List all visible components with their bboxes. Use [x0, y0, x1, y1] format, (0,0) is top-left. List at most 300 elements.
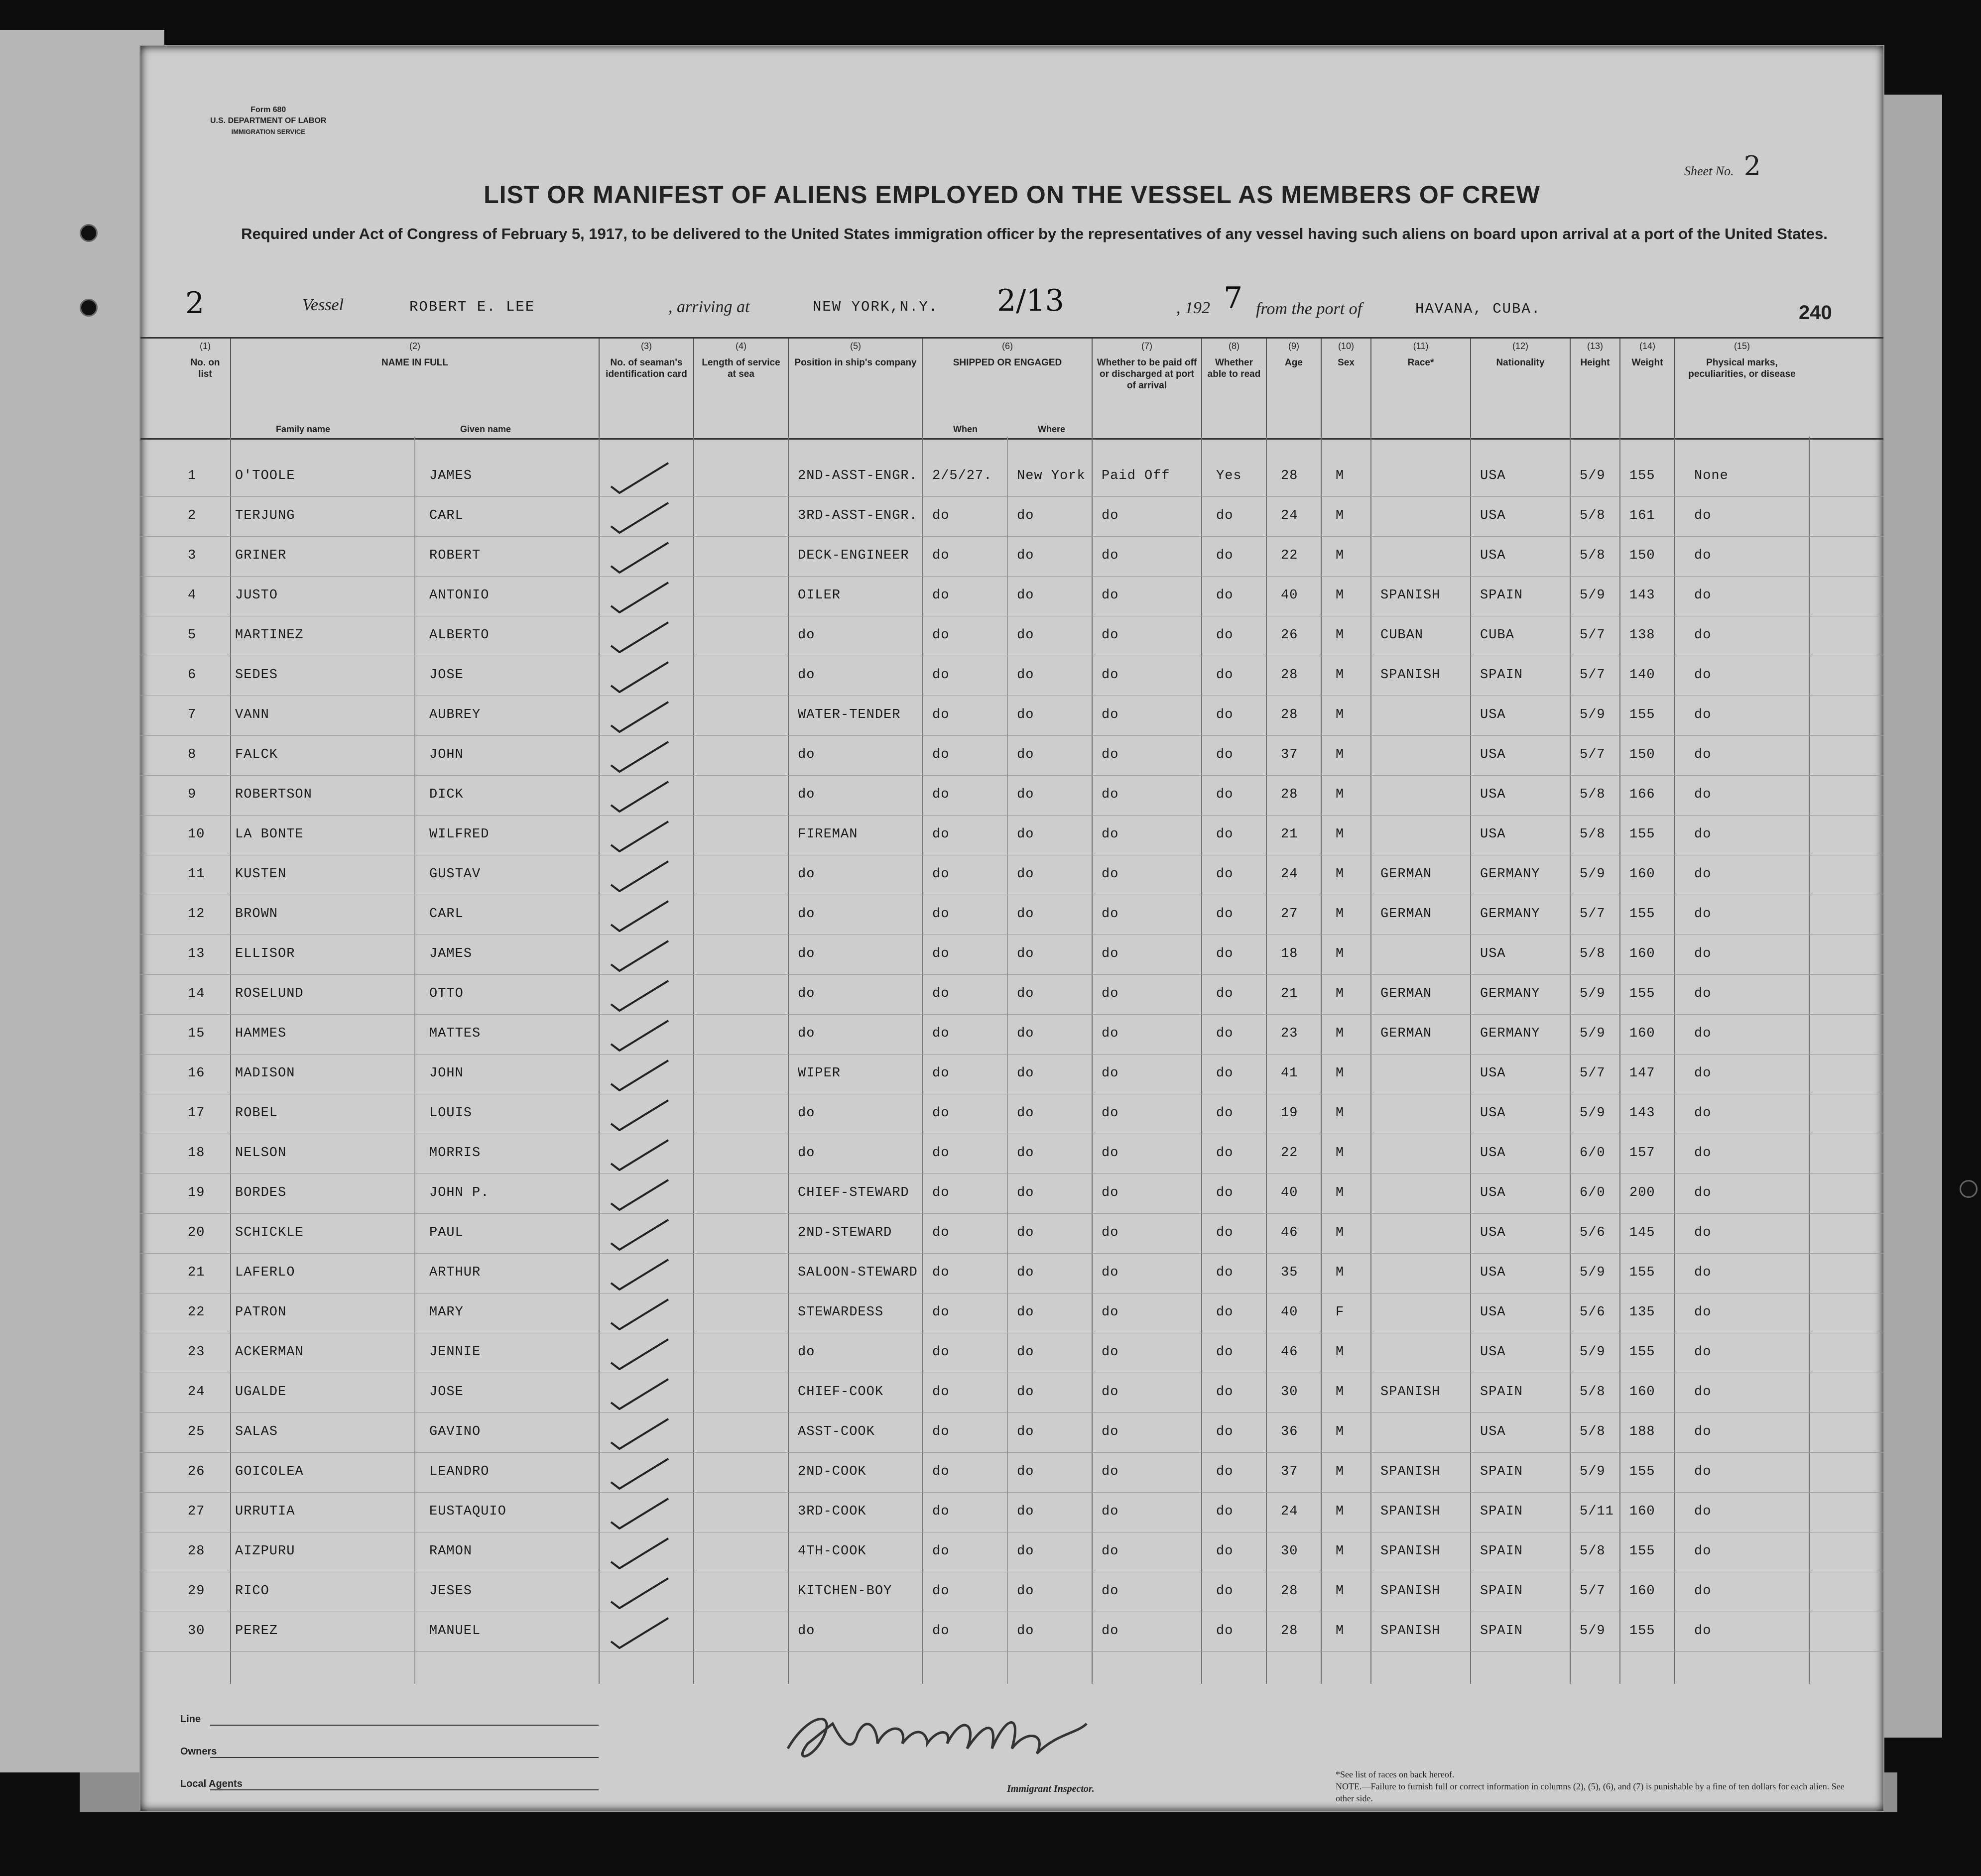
arrival-date-handwritten: 2/13: [997, 283, 1064, 318]
table-row: [140, 1253, 1883, 1293]
cell-weight: 160: [1629, 1026, 1655, 1041]
cell-shipped-where: do: [1017, 1026, 1034, 1041]
cell-paid-off: do: [1102, 1185, 1119, 1200]
cell-family-name: JUSTO: [235, 588, 278, 603]
cell-height: 6/0: [1580, 1146, 1606, 1161]
cell-row-number: 23: [188, 1345, 205, 1360]
table-row: [140, 457, 1883, 497]
manifest-subtitle: Required under Act of Congress of February 5, 1917, to be delivered to the United States immigration officer by the representatives of any vessel having such aliens on board upon arrival at a port of the United States.: [241, 225, 1828, 242]
cell-sex: M: [1336, 1026, 1345, 1041]
header-able-to-read: (8) Whether able to read: [1201, 339, 1266, 438]
cell-family-name: KUSTEN: [235, 867, 287, 882]
cell-sex: M: [1336, 628, 1345, 643]
cell-row-number: 5: [188, 628, 197, 643]
cell-shipped-when: do: [932, 827, 950, 842]
cell-physical-marks: do: [1694, 1464, 1712, 1479]
check-mark-icon: [609, 1495, 683, 1529]
cell-race: SPANISH: [1380, 668, 1441, 683]
cell-given-name: JENNIE: [429, 1345, 481, 1360]
cell-given-name: DICK: [429, 787, 464, 802]
cell-able-to-read: do: [1216, 1026, 1234, 1041]
cell-shipped-when: do: [932, 1504, 950, 1519]
check-mark-icon: [609, 937, 683, 972]
cell-nationality: GERMANY: [1480, 867, 1540, 882]
cell-weight: 155: [1629, 1265, 1655, 1280]
table-row: [140, 1333, 1883, 1373]
cell-family-name: BORDES: [235, 1185, 287, 1200]
header-length-of-service: (4) Length of service at sea: [693, 339, 788, 438]
cell-row-number: 25: [188, 1424, 205, 1439]
cell-sex: M: [1336, 946, 1345, 961]
check-mark-icon: [609, 1534, 683, 1569]
cell-physical-marks: do: [1694, 1066, 1712, 1081]
cell-sex: M: [1336, 1584, 1345, 1599]
cell-sex: M: [1336, 1385, 1345, 1400]
cell-position: 2ND-ASST-ENGR.: [798, 469, 918, 483]
cell-row-number: 19: [188, 1185, 205, 1200]
cell-weight: 160: [1629, 946, 1655, 961]
cell-able-to-read: do: [1216, 907, 1234, 922]
cell-family-name: RICO: [235, 1584, 269, 1599]
cell-height: 5/8: [1580, 787, 1606, 802]
cell-able-to-read: do: [1216, 1504, 1234, 1519]
cell-row-number: 18: [188, 1146, 205, 1161]
cell-weight: 155: [1629, 1544, 1655, 1559]
cell-weight: 200: [1629, 1185, 1655, 1200]
manifest-footer: [140, 1684, 1883, 1811]
cell-weight: 155: [1629, 907, 1655, 922]
header-no-on-list: (1) No. on list: [190, 341, 220, 379]
cell-height: 5/9: [1580, 1345, 1606, 1360]
check-mark-icon: [609, 897, 683, 932]
table-row: [140, 1134, 1883, 1174]
cell-age: 19: [1281, 1106, 1298, 1121]
cell-physical-marks: do: [1694, 508, 1712, 523]
cell-position: 2ND-COOK: [798, 1464, 867, 1479]
cell-given-name: AUBREY: [429, 707, 481, 722]
cell-nationality: SPAIN: [1480, 1624, 1523, 1639]
cell-row-number: 13: [188, 946, 205, 961]
cell-able-to-read: do: [1216, 1185, 1234, 1200]
cell-shipped-when: do: [932, 907, 950, 922]
check-mark-icon: [609, 1614, 683, 1649]
cell-nationality: SPAIN: [1480, 1464, 1523, 1479]
cell-shipped-where: do: [1017, 707, 1034, 722]
cell-sex: M: [1336, 1504, 1345, 1519]
cell-family-name: ACKERMAN: [235, 1345, 304, 1360]
cell-weight: 157: [1629, 1146, 1655, 1161]
cell-given-name: JAMES: [429, 469, 473, 483]
cell-row-number: 11: [188, 867, 205, 882]
cell-height: 5/9: [1580, 1106, 1606, 1121]
cell-race: SPANISH: [1380, 1385, 1441, 1400]
cell-age: 24: [1281, 1504, 1298, 1519]
cell-weight: 150: [1629, 548, 1655, 563]
cell-able-to-read: do: [1216, 1146, 1234, 1161]
cell-nationality: SPAIN: [1480, 588, 1523, 603]
cell-row-number: 28: [188, 1544, 205, 1559]
cell-position: CHIEF-COOK: [798, 1385, 884, 1400]
form-number-block: [210, 105, 326, 137]
cell-family-name: GRINER: [235, 548, 287, 563]
table-row: [140, 935, 1883, 975]
cell-age: 35: [1281, 1265, 1298, 1280]
cell-family-name: SALAS: [235, 1424, 278, 1439]
cell-race: SPANISH: [1380, 1464, 1441, 1479]
cell-row-number: 7: [188, 707, 197, 722]
cell-paid-off: do: [1102, 1424, 1119, 1439]
cell-physical-marks: do: [1694, 1305, 1712, 1320]
cell-weight: 155: [1629, 1345, 1655, 1360]
cell-position: 3RD-COOK: [798, 1504, 867, 1519]
table-row: [140, 1452, 1883, 1493]
cell-family-name: LA BONTE: [235, 827, 304, 842]
cell-shipped-when: do: [932, 1464, 950, 1479]
cell-age: 28: [1281, 787, 1298, 802]
cell-shipped-where: do: [1017, 668, 1034, 683]
cell-paid-off: do: [1102, 1584, 1119, 1599]
cell-given-name: JOHN: [429, 747, 464, 762]
cell-age: 28: [1281, 469, 1298, 483]
cell-physical-marks: do: [1694, 827, 1712, 842]
cell-height: 5/7: [1580, 907, 1606, 922]
cell-race: SPANISH: [1380, 588, 1441, 603]
cell-able-to-read: do: [1216, 1345, 1234, 1360]
cell-shipped-when: do: [932, 1544, 950, 1559]
cell-physical-marks: do: [1694, 1265, 1712, 1280]
footer-agents-rule: [210, 1789, 599, 1790]
cell-row-number: 16: [188, 1066, 205, 1081]
cell-shipped-where: do: [1017, 1385, 1034, 1400]
cell-family-name: PATRON: [235, 1305, 287, 1320]
cell-row-number: 9: [188, 787, 197, 802]
cell-weight: 147: [1629, 1066, 1655, 1081]
cell-paid-off: do: [1102, 508, 1119, 523]
cell-sex: M: [1336, 986, 1345, 1001]
cell-able-to-read: do: [1216, 827, 1234, 842]
cell-nationality: USA: [1480, 548, 1506, 563]
footer-agents-label: Local Agents: [180, 1778, 243, 1789]
cell-shipped-when: do: [932, 946, 950, 961]
punch-hole: [80, 299, 98, 317]
cell-shipped-when: do: [932, 1106, 950, 1121]
cell-nationality: USA: [1480, 747, 1506, 762]
cell-given-name: OTTO: [429, 986, 464, 1001]
cell-row-number: 17: [188, 1106, 205, 1121]
cell-shipped-when: do: [932, 1345, 950, 1360]
cell-given-name: GUSTAV: [429, 867, 481, 882]
cell-shipped-when: do: [932, 1305, 950, 1320]
cell-row-number: 4: [188, 588, 197, 603]
cell-height: 5/7: [1580, 747, 1606, 762]
cell-sex: M: [1336, 1624, 1345, 1639]
check-mark-icon: [609, 579, 683, 613]
cell-family-name: O'TOOLE: [235, 469, 295, 483]
check-mark-icon: [609, 857, 683, 892]
cell-nationality: USA: [1480, 827, 1506, 842]
cell-paid-off: do: [1102, 707, 1119, 722]
cell-row-number: 6: [188, 668, 197, 683]
cell-weight: 138: [1629, 628, 1655, 643]
header-age: (9) Age: [1266, 339, 1321, 438]
cell-shipped-where: do: [1017, 986, 1034, 1001]
cell-nationality: USA: [1480, 1225, 1506, 1240]
footer-line-rule: [210, 1725, 599, 1726]
cell-weight: 143: [1629, 588, 1655, 603]
cell-paid-off: do: [1102, 1504, 1119, 1519]
cell-shipped-when: do: [932, 867, 950, 882]
cell-shipped-where: do: [1017, 907, 1034, 922]
cell-height: 5/9: [1580, 1464, 1606, 1479]
cell-physical-marks: do: [1694, 867, 1712, 882]
cell-paid-off: do: [1102, 548, 1119, 563]
cell-able-to-read: Yes: [1216, 469, 1242, 483]
cell-shipped-where: do: [1017, 827, 1034, 842]
cell-age: 21: [1281, 827, 1298, 842]
cell-nationality: USA: [1480, 1265, 1506, 1280]
cell-position: DECK-ENGINEER: [798, 548, 909, 563]
cell-shipped-where: do: [1017, 1624, 1034, 1639]
check-mark-icon: [609, 618, 683, 653]
header-height: (13) Height: [1570, 339, 1619, 438]
vessel-line: [170, 281, 1863, 326]
cell-row-number: 1: [188, 469, 197, 483]
cell-given-name: JAMES: [429, 946, 473, 961]
service-name: IMMIGRATION SERVICE: [231, 128, 305, 135]
cell-able-to-read: do: [1216, 508, 1234, 523]
cell-age: 21: [1281, 986, 1298, 1001]
cell-shipped-when: do: [932, 548, 950, 563]
cell-family-name: HAMMES: [235, 1026, 287, 1041]
header-shipped-or-engaged: (6) SHIPPED OR ENGAGED When Where: [922, 339, 1092, 438]
cell-physical-marks: do: [1694, 588, 1712, 603]
cell-able-to-read: do: [1216, 588, 1234, 603]
page-stamp-number: 240: [1799, 302, 1832, 324]
cell-shipped-where: do: [1017, 548, 1034, 563]
cell-physical-marks: do: [1694, 1345, 1712, 1360]
cell-age: 46: [1281, 1345, 1298, 1360]
check-mark-icon: [609, 658, 683, 693]
cell-sex: M: [1336, 747, 1345, 762]
cell-shipped-when: do: [932, 588, 950, 603]
cell-physical-marks: do: [1694, 1624, 1712, 1639]
table-row: [140, 1412, 1883, 1453]
cell-paid-off: do: [1102, 986, 1119, 1001]
check-mark-icon: [609, 1017, 683, 1052]
check-mark-icon: [609, 818, 683, 852]
cell-row-number: 3: [188, 548, 197, 563]
header-weight: (14) Weight: [1619, 339, 1674, 438]
cell-row-number: 14: [188, 986, 205, 1001]
cell-physical-marks: do: [1694, 707, 1712, 722]
cell-age: 28: [1281, 707, 1298, 722]
cell-given-name: JOSE: [429, 668, 464, 683]
races-note: *See list of races on back hereof.: [1336, 1769, 1455, 1779]
check-mark-icon: [609, 1455, 683, 1490]
table-row: [140, 616, 1883, 656]
cell-given-name: CARL: [429, 508, 464, 523]
cell-paid-off: do: [1102, 1146, 1119, 1161]
cell-height: 5/9: [1580, 1624, 1606, 1639]
footer-notes: [1336, 1768, 1858, 1804]
sheet-number-value: 2: [1743, 150, 1761, 182]
cell-position: 4TH-COOK: [798, 1544, 867, 1559]
cell-shipped-when: do: [932, 628, 950, 643]
cell-age: 37: [1281, 1464, 1298, 1479]
cell-position: do: [798, 1624, 815, 1639]
cell-shipped-where: do: [1017, 747, 1034, 762]
cell-nationality: CUBA: [1480, 628, 1514, 643]
cell-nationality: SPAIN: [1480, 1544, 1523, 1559]
penalty-note: NOTE.—Failure to furnish full or correct information in columns (2), (5), (6), and (7) is punishable by a fine of ten dollars for each alien. See other side.: [1336, 1781, 1845, 1803]
cell-shipped-where: do: [1017, 1146, 1034, 1161]
cell-shipped-when: do: [932, 986, 950, 1001]
cell-shipped-where: do: [1017, 1225, 1034, 1240]
cell-nationality: GERMANY: [1480, 986, 1540, 1001]
cell-height: 5/9: [1580, 707, 1606, 722]
cell-shipped-where: do: [1017, 1544, 1034, 1559]
cell-position: 3RD-ASST-ENGR.: [798, 508, 918, 523]
cell-row-number: 2: [188, 508, 197, 523]
year-label: , 192: [1176, 299, 1210, 317]
cell-position: KITCHEN-BOY: [798, 1584, 892, 1599]
cell-nationality: USA: [1480, 1185, 1506, 1200]
cell-given-name: GAVINO: [429, 1424, 481, 1439]
cell-position: do: [798, 907, 815, 922]
cell-able-to-read: do: [1216, 1584, 1234, 1599]
cell-height: 5/9: [1580, 986, 1606, 1001]
cell-age: 30: [1281, 1544, 1298, 1559]
cell-family-name: SCHICKLE: [235, 1225, 304, 1240]
check-mark-icon: [609, 778, 683, 813]
cell-given-name: JESES: [429, 1584, 473, 1599]
cell-physical-marks: None: [1694, 469, 1729, 483]
check-mark-icon: [609, 738, 683, 773]
inspector-caption: Immigrant Inspector.: [1007, 1783, 1095, 1794]
manifest-page: [139, 45, 1884, 1812]
cell-sex: M: [1336, 469, 1345, 483]
cell-sex: M: [1336, 1146, 1345, 1161]
cell-height: 5/8: [1580, 946, 1606, 961]
cell-shipped-when: do: [932, 707, 950, 722]
cell-able-to-read: do: [1216, 986, 1234, 1001]
punch-hole: [80, 224, 98, 242]
cell-weight: 155: [1629, 827, 1655, 842]
table-row: [140, 656, 1883, 696]
cell-shipped-where: do: [1017, 1106, 1034, 1121]
cell-height: 5/9: [1580, 588, 1606, 603]
cell-shipped-where: do: [1017, 1584, 1034, 1599]
table-row: [140, 696, 1883, 736]
check-mark-icon: [609, 1415, 683, 1450]
check-mark-icon: [609, 499, 683, 534]
cell-paid-off: Paid Off: [1102, 469, 1170, 483]
departure-port: HAVANA, CUBA.: [1415, 301, 1541, 317]
table-row: [140, 1293, 1883, 1333]
cell-able-to-read: do: [1216, 1066, 1234, 1081]
cell-shipped-where: do: [1017, 787, 1034, 802]
cell-height: 5/8: [1580, 1544, 1606, 1559]
cell-shipped-when: do: [932, 1225, 950, 1240]
cell-family-name: SEDES: [235, 668, 278, 683]
cell-paid-off: do: [1102, 1544, 1119, 1559]
cell-height: 5/7: [1580, 1066, 1606, 1081]
cell-age: 37: [1281, 747, 1298, 762]
cell-shipped-where: do: [1017, 1265, 1034, 1280]
cell-given-name: PAUL: [429, 1225, 464, 1240]
cell-nationality: USA: [1480, 508, 1506, 523]
cell-nationality: SPAIN: [1480, 668, 1523, 683]
punch-hole: [1960, 1180, 1978, 1198]
cell-physical-marks: do: [1694, 747, 1712, 762]
cell-nationality: SPAIN: [1480, 1385, 1523, 1400]
table-row: [140, 496, 1883, 537]
arrival-port: NEW YORK,N.Y.: [813, 299, 939, 315]
cell-paid-off: do: [1102, 1106, 1119, 1121]
cell-weight: 150: [1629, 747, 1655, 762]
cell-position: do: [798, 1026, 815, 1041]
cell-physical-marks: do: [1694, 548, 1712, 563]
cell-height: 5/9: [1580, 469, 1606, 483]
cell-paid-off: do: [1102, 1265, 1119, 1280]
cell-weight: 135: [1629, 1305, 1655, 1320]
footer-owners-rule: [210, 1757, 599, 1758]
cell-height: 6/0: [1580, 1185, 1606, 1200]
cell-sex: M: [1336, 1225, 1345, 1240]
cell-row-number: 15: [188, 1026, 205, 1041]
cell-sex: M: [1336, 867, 1345, 882]
header-family-name: Family name: [276, 424, 331, 434]
cell-able-to-read: do: [1216, 1265, 1234, 1280]
table-row: [140, 974, 1883, 1015]
vessel-name: ROBERT E. LEE: [409, 299, 535, 315]
cell-able-to-read: do: [1216, 668, 1234, 683]
cell-able-to-read: do: [1216, 946, 1234, 961]
cell-physical-marks: do: [1694, 1544, 1712, 1559]
header-name-in-full: (2) NAME IN FULL Family name Given name: [230, 339, 599, 438]
cell-position: do: [798, 628, 815, 643]
cell-row-number: 10: [188, 827, 205, 842]
cell-given-name: JOHN P.: [429, 1185, 490, 1200]
header-physical-marks: (15) Physical marks, peculiarities, or disease: [1674, 339, 1809, 438]
cell-shipped-where: do: [1017, 1504, 1034, 1519]
cell-paid-off: do: [1102, 668, 1119, 683]
cell-nationality: USA: [1480, 469, 1506, 483]
cell-shipped-when: do: [932, 508, 950, 523]
cell-race: GERMAN: [1380, 986, 1432, 1001]
table-row: [140, 1492, 1883, 1532]
cell-able-to-read: do: [1216, 747, 1234, 762]
cell-shipped-when: do: [932, 1624, 950, 1639]
cell-family-name: AIZPURU: [235, 1544, 295, 1559]
cell-able-to-read: do: [1216, 707, 1234, 722]
cell-weight: 155: [1629, 469, 1655, 483]
cell-position: do: [798, 1106, 815, 1121]
cell-able-to-read: do: [1216, 867, 1234, 882]
cell-paid-off: do: [1102, 1624, 1119, 1639]
cell-shipped-when: do: [932, 1584, 950, 1599]
check-mark-icon: [609, 1056, 683, 1091]
cell-paid-off: do: [1102, 867, 1119, 882]
cell-family-name: VANN: [235, 707, 269, 722]
cell-age: 26: [1281, 628, 1298, 643]
cell-sex: M: [1336, 1265, 1345, 1280]
cell-family-name: TERJUNG: [235, 508, 295, 523]
cell-family-name: BROWN: [235, 907, 278, 922]
check-mark-icon: [609, 539, 683, 574]
cell-given-name: MANUEL: [429, 1624, 481, 1639]
manifest-table: [140, 437, 1883, 1684]
